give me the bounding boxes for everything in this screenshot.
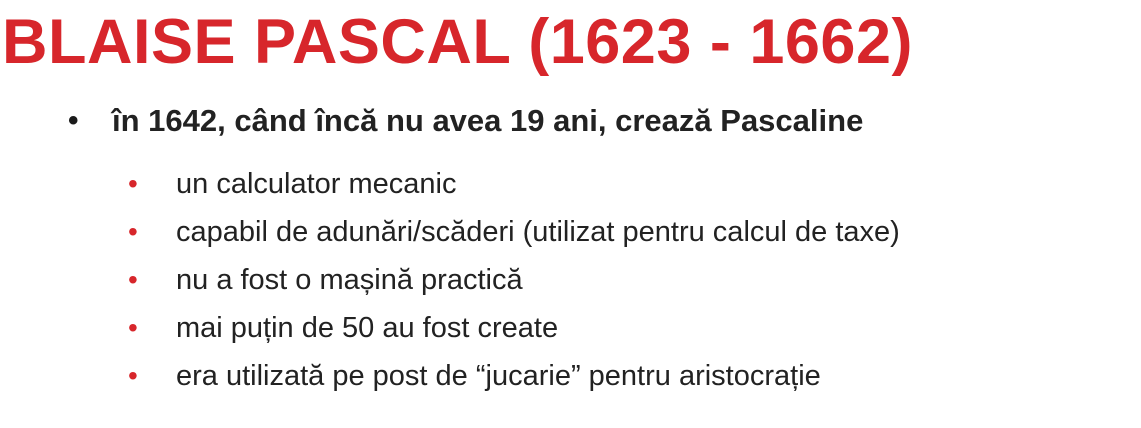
sub-bullet-marker: • <box>128 264 138 295</box>
sub-bullet-item <box>126 256 900 304</box>
sub-bullet-text: era utilizată pe post de “jucarie” pentru aristocrație <box>176 360 821 392</box>
sub-bullet-item <box>126 352 900 400</box>
bullet-marker: • <box>68 104 79 137</box>
sub-bullet-marker: • <box>128 216 138 247</box>
sub-bullet-item <box>126 160 900 208</box>
sub-bullet-marker: • <box>128 360 138 391</box>
sub-bullet-text: mai puțin de 50 au fost create <box>176 312 559 344</box>
sub-bullet-marker: • <box>128 168 138 199</box>
sub-bullet-text: capabil de adunări/scăderi (utilizat pentru calcul de taxe) <box>176 216 900 248</box>
main-bullet-point <box>60 100 863 142</box>
main-bullet-text: în 1642, când încă nu avea 19 ani, crează Pascaline <box>112 103 864 138</box>
slide-title: BLAISE PASCAL (1623 - 1662) <box>2 7 913 77</box>
sub-bullet-text: un calculator mecanic <box>176 168 457 200</box>
sub-bullet-item <box>126 208 900 256</box>
sub-bullet-item <box>126 304 900 352</box>
sub-bullet-list <box>126 160 900 400</box>
sub-bullet-text: nu a fost o mașină practică <box>176 264 523 296</box>
sub-bullet-marker: • <box>128 312 138 343</box>
